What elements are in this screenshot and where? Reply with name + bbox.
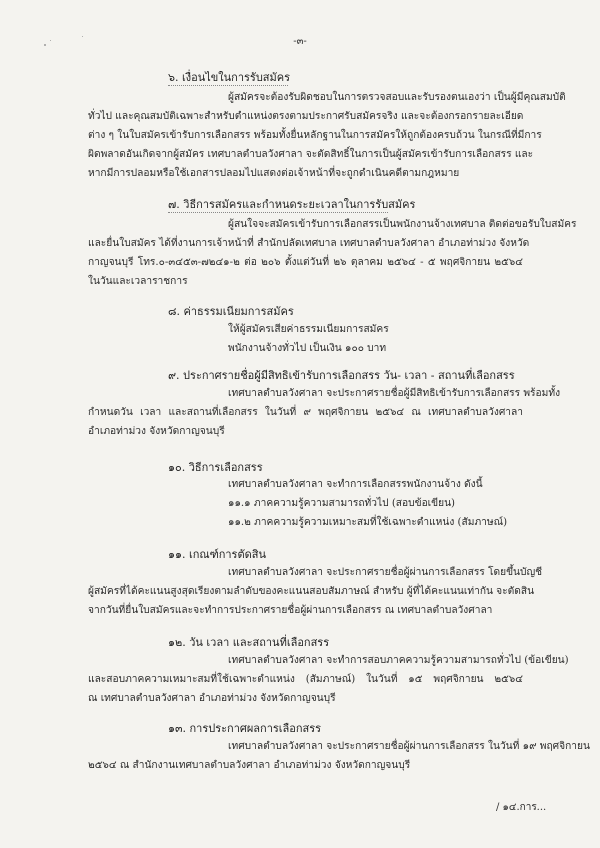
section-12-line-2: และสอบภาคความเหมาะสมที่ใช้เฉพาะตำแหน่ง (สัมภาษณ์) ในวันที่ ๑๕ พฤศจิกายน ๒๕๖๔ <box>88 674 523 685</box>
heading-underline <box>168 211 388 213</box>
heading-underline <box>168 84 288 86</box>
continuation-footer: / ๑๔.การ... <box>496 802 547 813</box>
section-7-line-2: และยื่นใบสมัคร ได้ที่งานการเจ้าหน้าที่ สำนักปลัดเทศบาล เทศบาลตำบลวังศาลา อำเภอท่าม่วง จังหวัด <box>88 238 530 249</box>
section-9-line-3: อำเภอท่าม่วง จังหวัดกาญจนบุรี <box>88 426 225 437</box>
page-number: -๓- <box>293 36 307 47</box>
section-13-heading: ๑๓. การประกาศผลการเลือกสรร <box>168 722 322 735</box>
section-7-line-3: กาญจนบุรี โทร.๐-๓๔๕๓-๗๒๔๑-๒ ต่อ ๒๐๖ ตั้งแต่วันที่ ๒๖ ตุลาคม ๒๕๖๔ - ๕ พฤศจิกายน ๒๕๖๔ <box>88 257 523 268</box>
section-10-line-2: ๑๑.๑ ภาคความรู้ความสามารถทั่วไป (สอบข้อเขียน) <box>228 498 456 509</box>
section-10-line-3: ๑๑.๒ ภาคความรู้ความเหมาะสมที่ใช้เฉพาะตำแหน่ง (สัมภาษณ์) <box>228 517 508 528</box>
section-6-line-4: ผิดพลาดอันเกิดจากผู้สมัคร เทศบาลตำบลวังศาลา จะตัดสิทธิ์ในการเป็นผู้สมัครเข้ารับการเลือกสรร และ <box>88 149 534 160</box>
section-11-line-1: เทศบาลตำบลวังศาลา จะประกาศรายชื่อผู้ผ่านการเลือกสรร โดยขึ้นบัญชี <box>228 567 543 578</box>
section-8-heading: ๘. ค่าธรรมเนียมการสมัคร <box>168 305 294 318</box>
section-7-heading: ๗. วิธีการสมัครและกำหนดระยะเวลาในการรับสมัคร <box>168 198 416 211</box>
section-7-line-1: ผู้สนใจจะสมัครเข้ารับการเลือกสรรเป็นพนักงานจ้างเทศบาล ติดต่อขอรับใบสมัคร <box>228 219 577 230</box>
section-6-line-3: ต่าง ๆ ในใบสมัครเข้ารับการเลือกสรร พร้อมทั้งยื่นหลักฐานในการสมัครให้ถูกต้องครบถ้วน ในกรณีที่มีการ <box>88 130 542 141</box>
section-11-line-2: ผู้สมัครที่ได้คะแนนสูงสุดเรียงตามลำดับของคะแนนสอบสัมภาษณ์ สำหรับ ผู้ที่ได้คะแนนเท่ากัน จะตัดสิน <box>88 586 535 597</box>
section-6-line-5: หากมีการปลอมหรือใช้เอกสารปลอมไปแสดงต่อเจ้าหน้าที่จะถูกดำเนินคดีตามกฎหมาย <box>88 168 460 179</box>
section-9-line-2: กำหนดวัน เวลา และสถานที่เลือกสรร ในวันที่ ๙ พฤศจิกายน ๒๕๖๔ ณ เทศบาลตำบลวังศาลา <box>88 407 523 418</box>
section-12-heading: ๑๒. วัน เวลา และสถานที่เลือกสรร <box>168 636 330 649</box>
section-7-line-4: ในวันและเวลาราชการ <box>88 276 188 287</box>
section-11-line-3: จากวันที่ยื่นใบสมัครและจะทำการประกาศรายชื่อผู้ผ่านการเลือกสรร ณ เทศบาลตำบลวังศาลา <box>88 605 493 616</box>
section-13-line-1: เทศบาลตำบลวังศาลา จะประกาศรายชื่อผู้ผ่านการเลือกสรร ในวันที่ ๑๙ พฤศจิกายน <box>228 741 590 752</box>
section-6-line-2: ทั่วไป และคุณสมบัติเฉพาะสำหรับตำแหน่งตรงตามประกาศรับสมัครจริง และจะต้องกรอกรายละเอียด <box>88 111 524 122</box>
section-12-line-1: เทศบาลตำบลวังศาลา จะทำการสอบภาคความรู้ความสามารถทั่วไป (ข้อเขียน) <box>228 655 569 666</box>
section-13-line-2: ๒๕๖๔ ณ สำนักงานเทศบาลตำบลวังศาลา อำเภอท่าม่วง จังหวัดกาญจนบุรี <box>88 760 411 771</box>
section-10-heading: ๑๐. วิธีการเลือกสรร <box>168 461 263 474</box>
section-9-heading: ๙. ประกาศรายชื่อผู้มีสิทธิเข้ารับการเลือกสรร วัน- เวลา - สถานที่เลือกสรร <box>168 369 515 382</box>
section-12-line-3: ณ เทศบาลตำบลวังศาลา อำเภอท่าม่วง จังหวัดกาญจนบุรี <box>88 693 336 704</box>
section-8-line-2: พนักงานจ้างทั่วไป เป็นเงิน ๑๐๐ บาท <box>228 343 387 354</box>
section-10-line-1: เทศบาลตำบลวังศาลา จะทำการเลือกสรรพนักงานจ้าง ดังนี้ <box>228 479 483 490</box>
section-6-line-1: ผู้สมัครจะต้องรับผิดชอบในการตรวจสอบและรับรองตนเองว่า เป็นผู้มีคุณสมบัติ <box>228 92 566 103</box>
section-11-heading: ๑๑. เกณฑ์การตัดสิน <box>168 548 266 561</box>
section-6-heading: ๖. เงื่อนไขในการรับสมัคร <box>168 71 291 84</box>
section-9-line-1: เทศบาลตำบลวังศาลา จะประกาศรายชื่อผู้มีสิทธิเข้ารับการเลือกสรร พร้อมทั้ง <box>228 388 561 399</box>
section-8-line-1: ให้ผู้สมัครเสียค่าธรรมเนียมการสมัคร <box>228 324 389 335</box>
